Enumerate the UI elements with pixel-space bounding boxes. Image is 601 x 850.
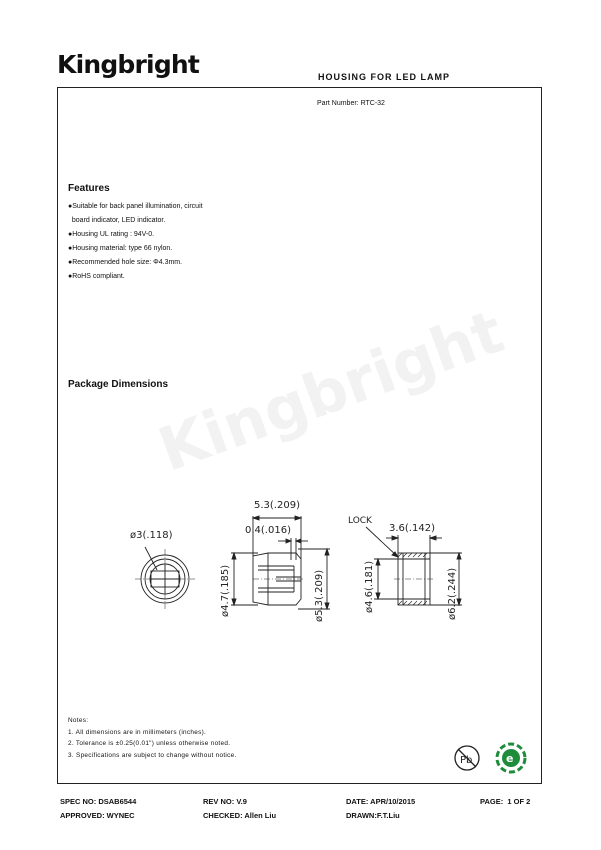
- feature-item: board indicator, LED indicator.: [68, 217, 166, 224]
- rohs-e-icon: [494, 741, 528, 775]
- dim-inner-diameter: ø3(.118): [130, 530, 173, 541]
- note-item: 1. All dimensions are in millimeters (inches).: [68, 728, 207, 736]
- label-lock: LOCK: [348, 516, 372, 526]
- svg-text:e: e: [506, 752, 514, 765]
- dim-left-height: ø4.7(.185): [220, 564, 231, 617]
- pb-free-icon: [452, 743, 482, 773]
- footer-page: PAGE: 1 OF 2: [480, 797, 531, 806]
- footer-date: DATE: APR/10/2015: [346, 797, 416, 806]
- notes: [68, 715, 237, 761]
- notes-title: Notes:: [68, 717, 89, 724]
- feature-item: ●Housing UL rating : 94V-0.: [68, 231, 155, 238]
- footer-drawn: DRAWN:F.T.Liu: [346, 811, 400, 820]
- footer-spec-no: SPEC NO: DSAB6544: [60, 797, 137, 806]
- footer-approved: APPROVED: WYNEC: [60, 811, 135, 820]
- feature-item: ●Recommended hole size: Φ4.3mm.: [68, 259, 183, 266]
- dim-slot-width: 0.4(.016): [245, 525, 291, 536]
- svg-text:Pb: Pb: [460, 755, 473, 766]
- dim-side-inner: ø4.6(.181): [364, 560, 375, 613]
- part-number: Part Number: RTC-32: [317, 100, 385, 107]
- dim-top-width: 5.3(.209): [254, 500, 300, 511]
- footer-rev-no: REV NO: V.9: [203, 797, 247, 806]
- dim-side-outer: ø6.2(.244): [447, 567, 458, 620]
- footer-checked: CHECKED: Allen Liu: [203, 811, 277, 820]
- feature-item: ●Suitable for back panel illumination, circuit: [68, 203, 203, 210]
- brand-logo: Kingbright: [57, 50, 200, 79]
- dim-side-width: 3.6(.142): [389, 523, 435, 534]
- front-view: [135, 547, 195, 609]
- features-heading: Features: [68, 183, 110, 194]
- feature-item: ●Housing material: type 66 nylon.: [68, 245, 173, 252]
- note-item: 3. Specifications are subject to change without notice.: [68, 751, 237, 759]
- dim-right-height: ø5.3(.209): [314, 569, 325, 622]
- watermark: Kingbright: [150, 296, 513, 486]
- feature-item: ●RoHS compliant.: [68, 273, 125, 280]
- document-title: HOUSING FOR LED LAMP: [318, 72, 450, 82]
- note-item: 2. Tolerance is ±0.25(0.01") unless otherwise noted.: [68, 740, 231, 747]
- package-dimensions-heading: Package Dimensions: [68, 379, 169, 390]
